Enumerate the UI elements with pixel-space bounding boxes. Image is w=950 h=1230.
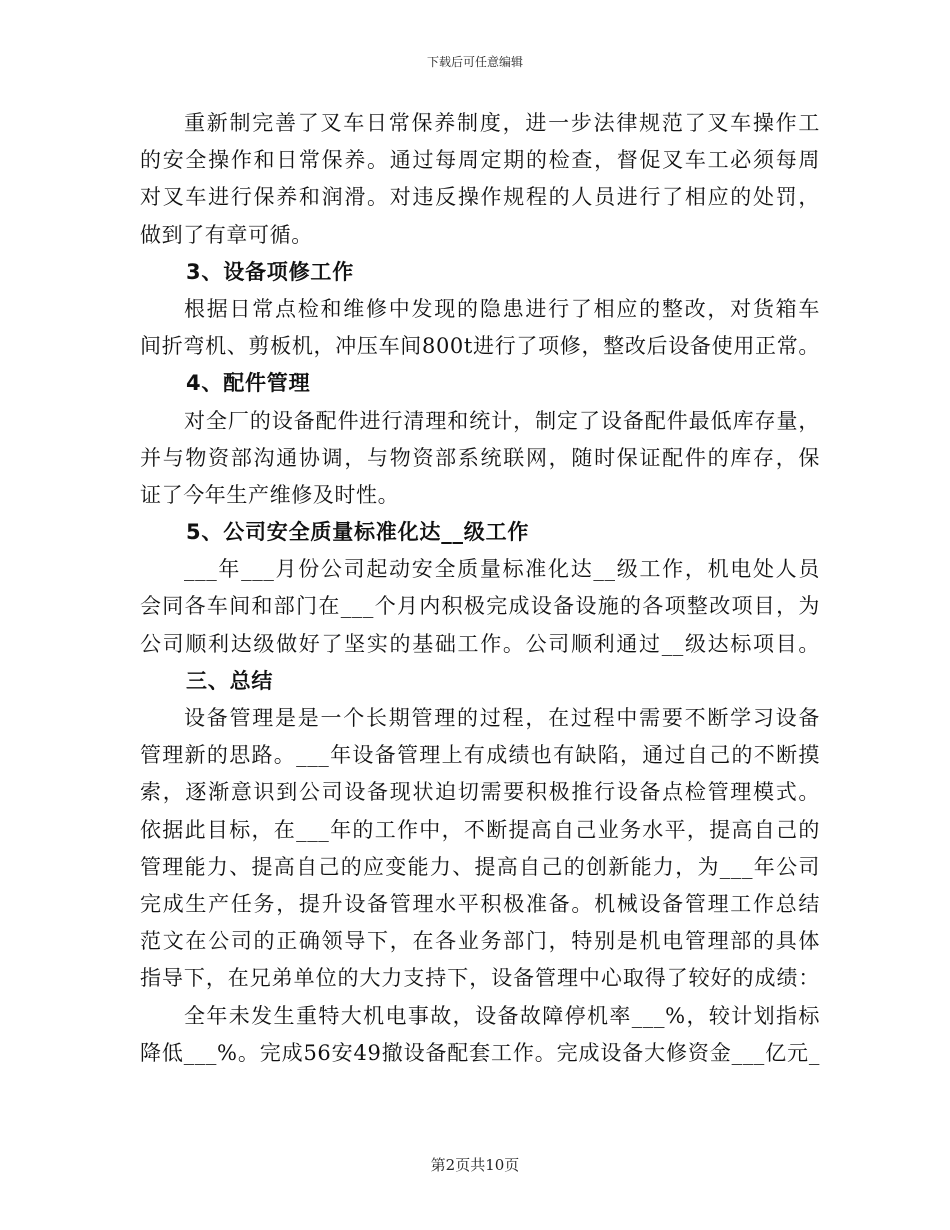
section-heading: 4、配件管理 bbox=[186, 371, 311, 396]
paragraph-line: 重新制完善了叉车日常保养制度，进一步法律规范了叉车操作工 bbox=[184, 111, 820, 135]
paragraph-line: 根据日常点检和维修中发现的隐患进行了相应的整改，对货箱车 bbox=[184, 296, 820, 321]
paragraph-line: 会同各车间和部门在___个月内积极完成设备设施的各项整改项目，为 bbox=[140, 594, 820, 619]
paragraph-line: 对叉车进行保养和润滑。对违反操作规程的人员进行了相应的处罚， bbox=[140, 185, 820, 210]
page-header: 下载后可任意编辑 bbox=[426, 55, 523, 69]
paragraph-line: 索，逐渐意识到公司设备现状迫切需要积极推行设备点检管理模式。 bbox=[140, 780, 820, 805]
document-body bbox=[140, 105, 820, 1072]
paragraph-line: 管理能力、提高自己的应变能力、提高自己的创新能力，为___年公司 bbox=[140, 854, 820, 879]
paragraph-line: ___年___月份公司起动安全质量标准化达__级工作，机电处人员 bbox=[184, 557, 820, 582]
paragraph-line: 范文在公司的正确领导下，在各业务部门，特别是机电管理部的具体 bbox=[140, 929, 820, 954]
paragraph-line: 公司顺利达级做好了坚实的基础工作。公司顺利通过__级达标项目。 bbox=[140, 631, 820, 656]
paragraph-line: 对全厂的设备配件进行清理和统计，制定了设备配件最低库存量， bbox=[184, 408, 820, 433]
paragraph-line: 的安全操作和日常保养。通过每周定期的检查，督促叉车工必须每周 bbox=[140, 148, 820, 173]
section-heading: 3、设备项修工作 bbox=[186, 259, 355, 284]
paragraph-line: 降低___%。完成56安49撤设备配套工作。完成设备大修资金___亿元_ bbox=[140, 1040, 820, 1065]
paragraph-line: 做到了有章可循。 bbox=[140, 222, 313, 247]
paragraph-line: 证了今年生产维修及时性。 bbox=[140, 482, 400, 507]
paragraph-line: 设备管理是是一个长期管理的过程，在过程中需要不断学习设备 bbox=[184, 706, 820, 730]
section-heading: 5、公司安全质量标准化达__级工作 bbox=[186, 520, 530, 545]
paragraph-line: 间折弯机、剪板机，冲压车间800t进行了项修，整改后设备使用正常。 bbox=[140, 334, 820, 359]
paragraph-line: 全年未发生重特大机电事故，设备故障停机率___%，较计划指标 bbox=[184, 1003, 820, 1028]
paragraph-line: 指导下，在兄弟单位的大力支持下，设备管理中心取得了较好的成绩： bbox=[140, 966, 820, 991]
paragraph-line: 完成生产任务，提升设备管理水平积极准备。机械设备管理工作总结 bbox=[140, 891, 820, 916]
paragraph-line: 并与物资部沟通协调，与物资部系统联网，随时保证配件的库存，保 bbox=[140, 445, 820, 470]
paragraph-line: 管理新的思路。___年设备管理上有成绩也有缺陷，通过自己的不断摸 bbox=[140, 743, 820, 768]
page-footer: 第2页共10页 bbox=[430, 1156, 520, 1174]
paragraph-line: 依据此目标，在___年的工作中，不断提高自己业务水平，提高自己的 bbox=[140, 817, 820, 842]
section-heading: 三、总结 bbox=[186, 668, 274, 693]
